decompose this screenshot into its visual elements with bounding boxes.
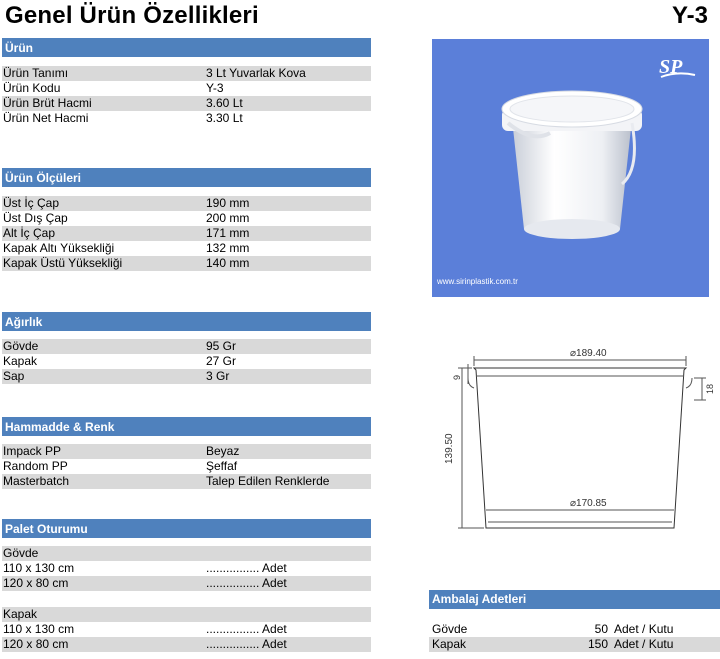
row-key: Sap (3, 369, 25, 383)
row-key: Kapak (3, 354, 38, 368)
table-row (2, 444, 371, 459)
product-code-title: Y-3 (671, 2, 708, 29)
row-value: Beyaz (206, 444, 240, 458)
table-row (2, 211, 371, 226)
row-key: 110 x 130 cm (3, 561, 75, 575)
row-value: 3 Lt Yuvarlak Kova (206, 66, 306, 80)
row-value: ................ Adet (206, 561, 287, 575)
row-value: Talep Edilen Renklerde (206, 474, 330, 488)
row-value: ................ Adet (206, 622, 287, 636)
row-key: 120 x 80 cm (3, 576, 69, 590)
row-value: 140 mm (206, 256, 250, 270)
row-key: Kapak Altı Yüksekliği (3, 241, 115, 255)
table-row (2, 66, 371, 81)
section-header-olculer: Ürün Ölçüleri (2, 168, 371, 187)
row-value: Y-3 (206, 81, 224, 95)
row-key: Alt İç Çap (3, 226, 56, 240)
table-row (2, 196, 371, 211)
row-key: Üst İç Çap (3, 196, 60, 210)
row-unit: Adet / Kutu (614, 637, 674, 651)
table-row (2, 81, 371, 96)
row-key: Kapak Üstü Yüksekliği (3, 256, 123, 270)
technical-drawing (440, 340, 720, 540)
row-key: Ürün Kodu (3, 81, 61, 95)
row-value: 27 Gr (206, 354, 237, 368)
dim-bottom-diameter: ⌀170.85 (570, 498, 607, 509)
row-key: Gövde (432, 622, 468, 636)
dim-handle: 18 (705, 383, 715, 394)
row-count: 150 (587, 637, 608, 651)
row-key: Kapak (432, 637, 467, 651)
table-row (2, 369, 371, 384)
product-photo (432, 39, 709, 297)
row-key: Random PP (3, 459, 68, 473)
table-row (2, 576, 371, 591)
row-value: 171 mm (206, 226, 250, 240)
group-label-govde: Gövde (3, 546, 39, 560)
table-row (2, 226, 371, 241)
row-key: Ürün Net Hacmi (3, 111, 89, 125)
row-unit: Adet / Kutu (614, 622, 674, 636)
bucket-image (472, 79, 672, 269)
dim-top-diameter: ⌀189.40 (570, 348, 607, 359)
table-row (429, 637, 720, 652)
section-header-ambalaj: Ambalaj Adetleri (429, 590, 720, 609)
website-url: www.sirinplastik.com.tr (437, 277, 518, 286)
table-row (2, 354, 371, 369)
row-count: 50 (594, 622, 608, 636)
row-value: 3 Gr (206, 369, 230, 383)
section-header-hammadde: Hammadde & Renk (2, 417, 371, 436)
table-row (2, 256, 371, 271)
table-row (2, 474, 371, 489)
row-value: 3.30 Lt (206, 111, 243, 125)
row-value: Şeffaf (206, 459, 238, 473)
row-value: 95 Gr (206, 339, 237, 353)
row-key: Masterbatch (3, 474, 70, 488)
group-label-kapak: Kapak (3, 607, 38, 621)
row-key: Impack PP (3, 444, 62, 458)
row-key: Gövde (3, 339, 39, 353)
row-key: 110 x 130 cm (3, 622, 75, 636)
table-row (2, 111, 371, 126)
table-row (2, 339, 371, 354)
table-row (2, 546, 371, 561)
row-value: 190 mm (206, 196, 250, 210)
row-value: ................ Adet (206, 576, 287, 590)
page-title: Genel Ürün Özellikleri (5, 2, 259, 29)
row-value: 200 mm (206, 211, 250, 225)
row-key: Ürün Brüt Hacmi (3, 96, 92, 110)
row-value: 3.60 Lt (206, 96, 243, 110)
table-row (2, 637, 371, 652)
dim-rim: 9 (452, 374, 462, 380)
table-row (2, 459, 371, 474)
row-key: Ürün Tanımı (3, 66, 69, 80)
row-key: Üst Dış Çap (3, 211, 68, 225)
table-row (2, 96, 371, 111)
dim-height: 139.50 (444, 433, 455, 464)
section-header-palet: Palet Oturumu (2, 519, 371, 538)
table-row (2, 241, 371, 256)
row-key: 120 x 80 cm (3, 637, 69, 651)
brand-logo-text: SP (659, 56, 683, 78)
table-row (2, 622, 371, 637)
brand-logo (657, 53, 699, 81)
row-value: 132 mm (206, 241, 250, 255)
table-row (2, 561, 371, 576)
row-value: ................ Adet (206, 637, 287, 651)
table-row (429, 622, 720, 637)
section-header-agirlik: Ağırlık (2, 312, 371, 331)
section-header-urun: Ürün (2, 38, 371, 57)
table-row (2, 607, 371, 622)
